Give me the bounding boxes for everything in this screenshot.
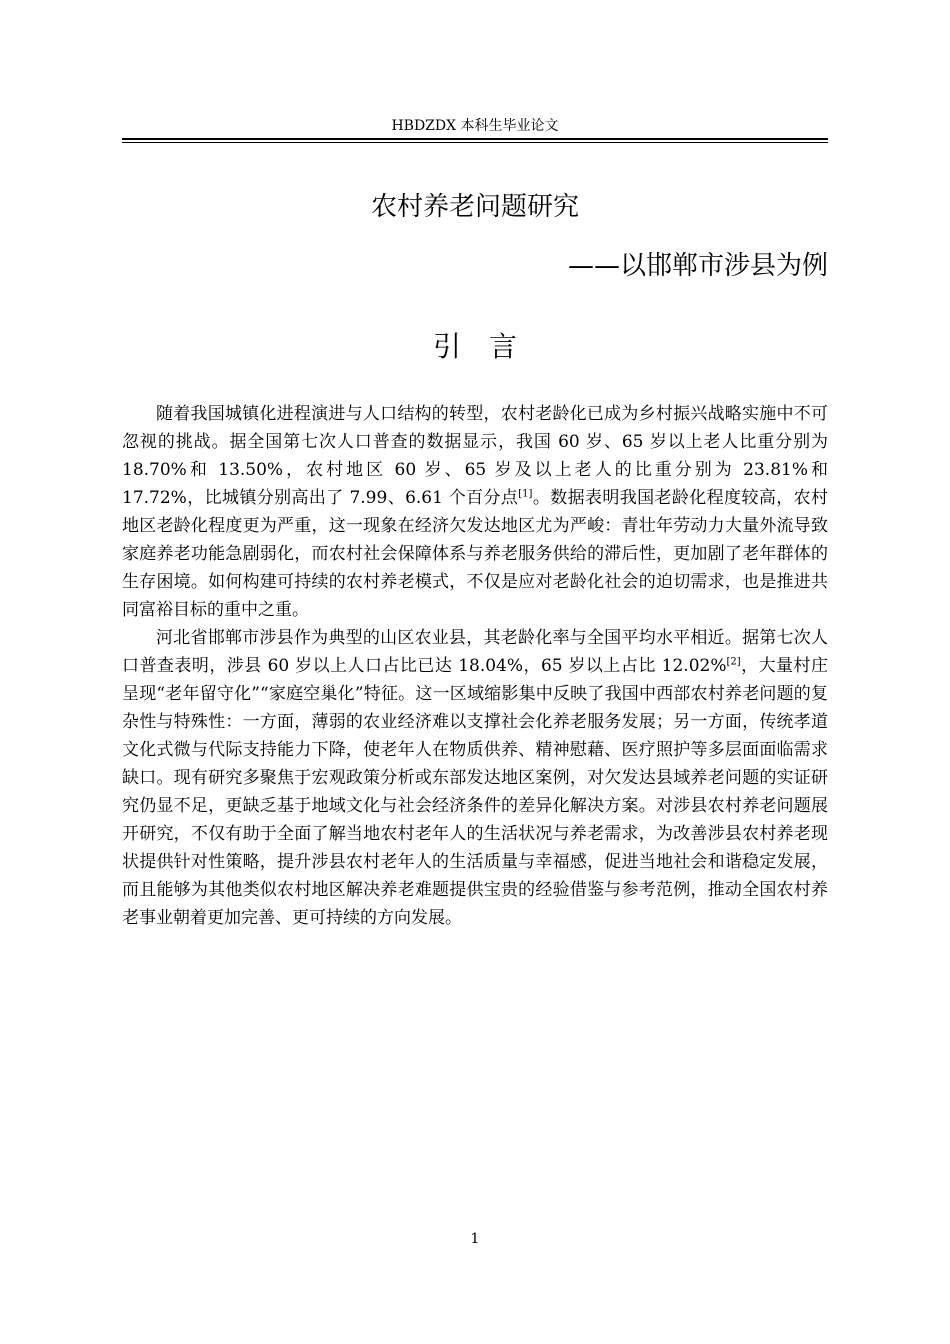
section-heading-introduction: 引言 (432, 330, 545, 363)
header-rule-thin (122, 142, 828, 143)
paragraph-1-text-a: 随着我国城镇化进程演进与人口结构的转型，农村老龄化已成为乡村振兴战略实施中不可忽视的挑战。据全国第七次人口普查的数据显示，我国 60 岁、65 岁以上老人比重分别为 18.70%和 13.50%，农村地区 60 岁、65 岁及以上老人的比重分别为 23.81%和 17.72%，比城镇分别高出了 7.99、6.61 个百分点 (122, 404, 828, 508)
paper-subtitle: ——以邯郸市涉县为例 (567, 251, 828, 281)
citation-ref-1: [1] (518, 488, 533, 500)
citation-ref-2: [2] (726, 656, 741, 668)
paragraph-2-text-a: 河北省邯郸市涉县作为典型的山区农业县，其老龄化率与全国平均水平相近。据第七次人口普查表明，涉县 60 岁以上人口占比已达 18.04%，65 岁以上占比 12.02% (122, 628, 828, 676)
paper-title: 农村养老问题研究 (370, 192, 579, 222)
header-rule-thick (122, 138, 828, 140)
body-text (122, 400, 828, 932)
paragraph-2-text-b: ，大量村庄呈现“老年留守化”“家庭空巢化”特征。这一区域缩影集中反映了我国中西部农村养老问题的复杂性与特殊性：一方面，薄弱的农业经济难以支撑社会化养老服务发展；另一方面，传统孝道文化式微与代际支持能力下降，使老年人在物质供养、精神慰藉、医疗照护等多层面面临需求缺口。现有研究多聚焦于宏观政策分析或东部发达地区案例，对欠发达县域养老问题的实证研究仍显不足，更缺乏基于地域文化与社会经济条件的差异化解决方案。对涉县农村养老问题展开研究，不仅有助于全面了解当地农村老年人的生活状况与养老需求，为改善涉县农村养老现状提供针对性策略，提升涉县农村老年人的生活质量与幸福感，促进当地社会和谐稳定发展，而且能够为其他类似农村地区解决养老难题提供宝贵的经验借鉴与参考范例，推动全国农村养老事业朝着更加完善、更可持续的方向发展。 (122, 656, 828, 928)
paragraph-1-text-b: 。数据表明我国老龄化程度较高，农村地区老龄化程度更为严重，这一现象在经济欠发达地区尤为严峻：青壮年劳动力大量外流导致家庭养老功能急剧弱化，而农村社会保障体系与养老服务供给的滞后性，更加剧了老年群体的生存困境。如何构建可持续的农村养老模式，不仅是应对老龄化社会的迫切需求，也是推进共同富裕目标的重中之重。 (122, 488, 828, 620)
page-number: 1 (470, 1231, 480, 1247)
paragraph-2 (122, 624, 828, 932)
running-header: HBDZDX 本科生毕业论文 (391, 118, 559, 134)
paragraph-1 (122, 400, 828, 624)
